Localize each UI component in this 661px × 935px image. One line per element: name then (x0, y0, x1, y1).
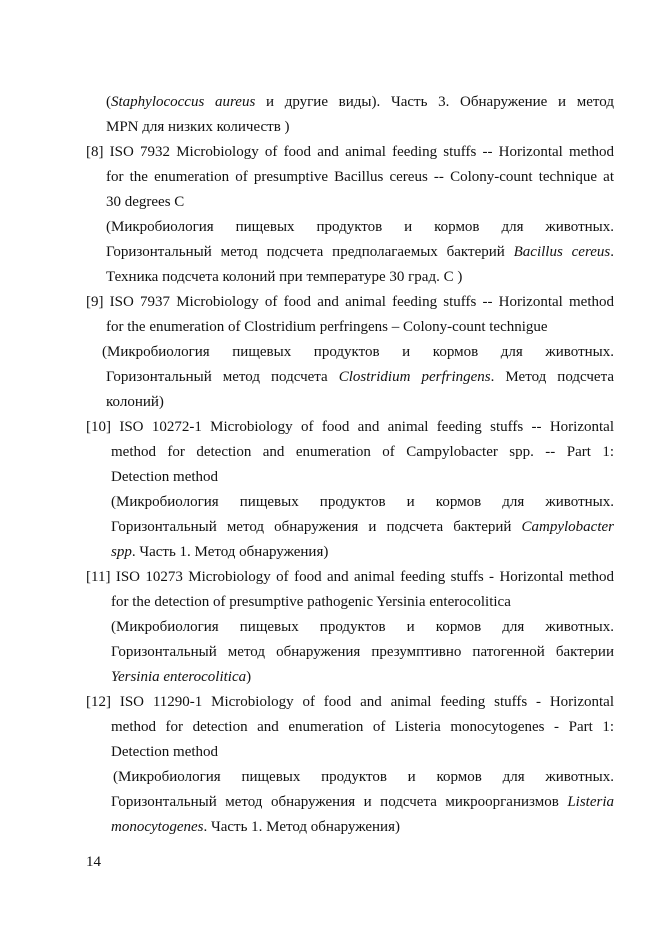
reference-title-line: [11] ISO 10273 Microbiology of food and animal feeding stuffs - Horizontal method (86, 569, 614, 585)
reference-translation-line: Горизонтальный метод обнаружения и подсчета бактерий Campylobacter (111, 519, 614, 535)
reference-title-line: method for detection and enumeration of Campylobacter spp. -- Part 1: (111, 444, 614, 460)
reference-title-line: 30 degrees C (106, 194, 185, 210)
reference-translation-line: (Микробиология пищевых продуктов и кормов для животных. (113, 769, 614, 785)
reference-translation-line: Горизонтальный метод обнаружения презумптивно патогенной бактерии (111, 644, 614, 660)
text-line: (Staphylococcus aureus и другие виды). Часть 3. Обнаружение и метод (106, 94, 614, 110)
reference-translation-line: (Микробиология пищевых продуктов и кормов для животных. (111, 494, 614, 510)
reference-translation-line: monocytogenes. Часть 1. Метод обнаружения) (111, 819, 400, 835)
reference-translation-line: колоний) (106, 394, 164, 410)
reference-translation-line: Горизонтальный метод подсчета предполагаемых бактерий Bacillus cereus. (106, 244, 614, 260)
reference-10 (86, 415, 614, 565)
reference-8 (86, 140, 614, 290)
reference-translation-line: (Микробиология пищевых продуктов и кормов для животных. (102, 344, 614, 360)
reference-title-line: [9] ISO 7937 Microbiology of food and animal feeding stuffs -- Horizontal method (86, 294, 614, 310)
reference-translation-line: spp. Часть 1. Метод обнаружения) (111, 544, 329, 560)
page-number: 14 (86, 854, 101, 870)
reference-title-line: [12] ISO 11290-1 Microbiology of food and animal feeding stuffs - Horizontal (86, 694, 614, 710)
reference-7-continuation (86, 90, 614, 140)
reference-title-line: Detection method (111, 469, 219, 485)
reference-translation-line: (Микробиология пищевых продуктов и кормов для животных. (111, 619, 614, 635)
reference-translation-line: Yersinia enterocolitica) (111, 669, 252, 685)
reference-translation-line: Горизонтальный метод обнаружения и подсчета микроорганизмов Listeria (111, 794, 614, 810)
reference-title-line: [10] ISO 10272-1 Microbiology of food and animal feeding stuffs -- Horizontal (86, 419, 614, 435)
reference-title-line: for the enumeration of presumptive Bacillus cereus -- Colony-count technique at (106, 169, 614, 185)
reference-title-line: for the detection of presumptive pathogenic Yersinia enterocolitica (111, 594, 511, 610)
reference-9 (86, 290, 614, 415)
reference-title-line: [8] ISO 7932 Microbiology of food and animal feeding stuffs -- Horizontal method (86, 144, 614, 160)
reference-title-line: for the enumeration of Clostridium perfringens – Colony-count technigue (106, 319, 548, 335)
reference-title-line: Detection method (111, 744, 219, 760)
reference-translation-line: Техника подсчета колоний при температуре 30 град. С ) (106, 269, 463, 285)
reference-11 (86, 565, 614, 690)
reference-translation-line: (Микробиология пищевых продуктов и кормов для животных. (106, 219, 614, 235)
reference-translation-line: Горизонтальный метод подсчета Clostridium perfringens. Метод подсчета (106, 369, 614, 385)
reference-title-line: method for detection and enumeration of Listeria monocytogenes - Part 1: (111, 719, 614, 735)
text-line: MPN для низких количеств ) (106, 119, 290, 135)
reference-12 (86, 690, 614, 840)
